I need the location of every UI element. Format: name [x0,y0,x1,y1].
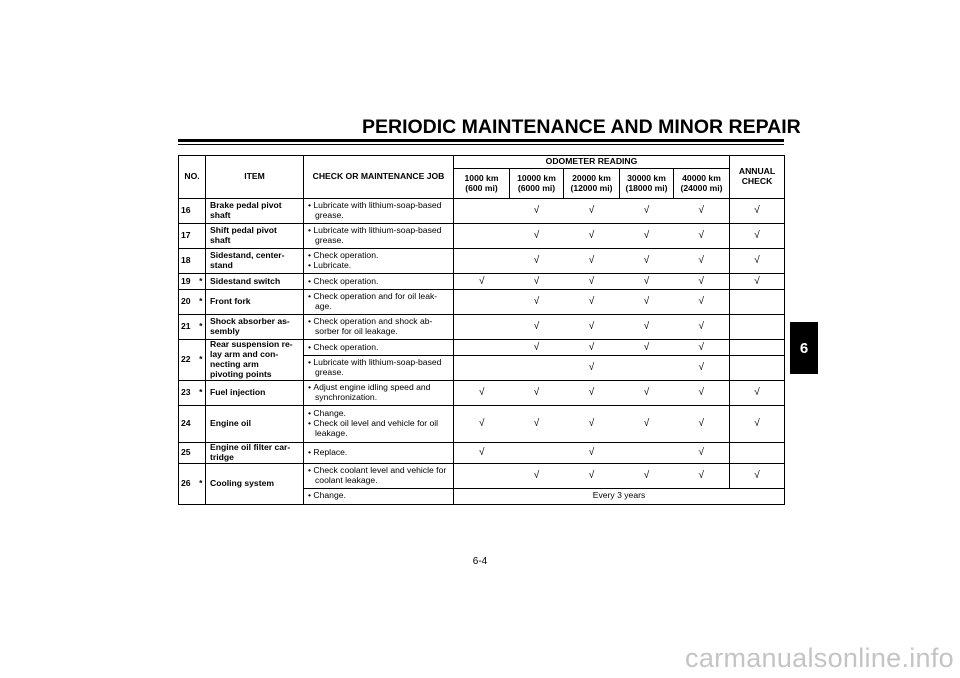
odometer-check-cell: √ [674,290,730,315]
odometer-check-cell: √ [620,290,674,315]
annual-check-cell [730,356,785,381]
annual-check-cell: √ [730,199,785,224]
odometer-check-cell: √ [564,199,620,224]
watermark: carmanualsonline.info [685,643,954,673]
odometer-km: 20000 km [572,172,611,183]
odometer-mi: (600 mi) [465,182,498,193]
row-star-mark: * [197,290,206,315]
odometer-check-cell: √ [510,381,564,406]
odometer-check-cell: √ [510,290,564,315]
job-bullet-line: • Lubricate with lithium-soap-based grease. [308,358,450,378]
header-odometer: ODOMETER READING [454,156,730,169]
header-odometer-col [620,169,674,199]
annual-check-cell: √ [730,249,785,274]
job-bullet-line: • Check operation and shock ab- sorber for oil leakage. [308,317,450,337]
odometer-check-cell: √ [510,406,564,443]
maintenance-table [178,155,785,505]
odometer-check-cell [454,340,510,356]
table-row [179,443,785,464]
job-bullet-line: • Check coolant level and vehicle for coolant leakage. [308,466,450,486]
annual-check-cell [730,290,785,315]
row-interval: Every 3 years [454,488,785,504]
row-star-mark: * [197,274,206,290]
item-line: Brake pedal pivot [210,200,282,211]
item-line: tridge [210,451,234,462]
odometer-check-cell: √ [674,463,730,488]
row-number: 23 [179,381,197,406]
odometer-check-cell: √ [620,406,674,443]
annual-check-cell [730,443,785,464]
row-star-mark: * [197,381,206,406]
page-number: 6-4 [472,556,488,567]
header-annual-line1: ANNUAL [738,166,776,177]
odometer-mi: (12000 mi) [570,182,613,193]
row-number: 22 [179,340,197,381]
row-maintenance-job [304,199,454,224]
odometer-check-cell [454,199,510,224]
odometer-km: 10000 km [517,172,556,183]
odometer-check-cell: √ [510,340,564,356]
row-item [206,224,304,249]
odometer-check-cell: √ [620,381,674,406]
item-line: Shift pedal pivot [210,225,277,236]
job-bullet-line: • Check operation. [308,343,450,353]
row-number: 18 [179,249,197,274]
annual-check-cell [730,315,785,340]
row-number: 26 [179,463,197,504]
row-item [206,340,304,381]
item-line: sembly [210,326,240,336]
header-annual-line2: CHECK [741,176,773,186]
annual-check-cell: √ [730,274,785,290]
job-bullet-line: • Change. [308,491,450,501]
row-item [206,381,304,406]
odometer-check-cell [454,249,510,274]
title-rule-thin [178,144,784,145]
odometer-check-cell: √ [564,406,620,443]
odometer-check-cell: √ [510,224,564,249]
odometer-check-cell: √ [620,315,674,340]
row-number: 16 [179,199,197,224]
table-row [179,406,785,443]
item-line: Engine oil filter car- [210,442,291,452]
row-maintenance-job [304,224,454,249]
header-odometer-col [510,169,564,199]
row-star-mark: * [197,463,206,504]
item-line: Cooling system [210,477,274,488]
table-row [179,315,785,340]
annual-check-cell: √ [730,463,785,488]
annual-check-cell [730,340,785,356]
row-number: 19 [179,274,197,290]
odometer-check-cell: √ [564,381,620,406]
item-line: Sidestand, center- [210,250,285,261]
annual-check-cell: √ [730,406,785,443]
header-odometer-col [454,169,510,199]
item-line: stand [210,260,233,270]
odometer-check-cell: √ [564,290,620,315]
row-maintenance-job [304,315,454,340]
item-line: shaft [210,235,231,245]
odometer-check-cell: √ [564,463,620,488]
odometer-check-cell: √ [564,224,620,249]
odometer-check-cell [620,356,674,381]
odometer-check-cell: √ [620,274,674,290]
job-bullet-line: • Change. [308,409,450,419]
odometer-check-cell: √ [564,249,620,274]
odometer-check-cell [454,290,510,315]
table-row [179,340,785,356]
item-line: Shock absorber as- [210,316,290,327]
item-line: Sidestand switch [210,275,281,286]
odometer-check-cell: √ [454,274,510,290]
odometer-check-cell: √ [674,381,730,406]
item-line: pivoting points [210,368,272,379]
row-maintenance-job [304,274,454,290]
row-maintenance-job [304,290,454,315]
job-bullet-line: • Check oil level and vehicle for oil leakage. [308,419,450,439]
odometer-check-cell: √ [674,274,730,290]
table-row [179,274,785,290]
odometer-check-cell: √ [620,199,674,224]
item-line: Engine oil [210,418,252,429]
row-maintenance-job [304,340,454,356]
odometer-check-cell [454,463,510,488]
odometer-check-cell: √ [454,443,510,464]
header-odometer-col [674,169,730,199]
odometer-mi: (24000 mi) [680,182,723,193]
row-number: 21 [179,315,197,340]
page-title: PERIODIC MAINTENANCE AND MINOR REPAIR [362,116,801,138]
row-star-mark: * [197,315,206,340]
table-row [179,463,785,488]
table-row [179,199,785,224]
item-line: Front fork [210,296,251,307]
row-number: 17 [179,224,197,249]
odometer-km: 1000 km [464,172,499,183]
odometer-check-cell: √ [674,315,730,340]
row-maintenance-job [304,406,454,443]
odometer-km: 30000 km [627,172,666,183]
odometer-check-cell [454,356,510,381]
header-annual-check [730,156,785,199]
job-bullet-line: • Adjust engine idling speed and synchronization. [308,383,450,403]
job-bullet-line: • Lubricate with lithium-soap-based grease. [308,201,450,221]
header-no: NO. [179,156,206,199]
row-star-mark: * [197,340,206,381]
header-job: CHECK OR MAINTENANCE JOB [304,156,454,199]
row-maintenance-job [304,463,454,488]
annual-check-cell: √ [730,381,785,406]
table-row [179,381,785,406]
odometer-check-cell: √ [510,274,564,290]
row-item [206,315,304,340]
row-item [206,406,304,443]
odometer-check-cell: √ [510,249,564,274]
odometer-check-cell [454,315,510,340]
row-star-mark [197,406,206,443]
job-bullet-line: • Check operation. [308,277,450,287]
odometer-check-cell: √ [674,340,730,356]
item-line: necting arm [210,359,259,369]
odometer-mi: (18000 mi) [625,182,668,193]
job-bullet-line: • Replace. [308,448,450,458]
row-maintenance-job [304,381,454,406]
row-star-mark [197,249,206,274]
odometer-check-cell: √ [620,249,674,274]
row-maintenance-job [304,249,454,274]
row-number: 20 [179,290,197,315]
odometer-check-cell: √ [674,224,730,249]
odometer-check-cell: √ [510,463,564,488]
odometer-check-cell: √ [564,356,620,381]
row-star-mark [197,199,206,224]
row-number: 25 [179,443,197,464]
job-bullet-line: • Lubricate. [308,261,450,271]
odometer-check-cell: √ [674,406,730,443]
row-star-mark [197,224,206,249]
odometer-check-cell: √ [620,340,674,356]
row-item [206,443,304,464]
odometer-check-cell [454,224,510,249]
odometer-check-cell [510,443,564,464]
title-rule-thick [178,139,784,142]
row-number: 24 [179,406,197,443]
annual-check-cell: √ [730,224,785,249]
odometer-check-cell: √ [674,199,730,224]
odometer-check-cell: √ [510,315,564,340]
odometer-check-cell [510,356,564,381]
row-item [206,290,304,315]
row-maintenance-job [304,356,454,381]
table-row [179,224,785,249]
odometer-check-cell: √ [510,199,564,224]
odometer-check-cell: √ [564,315,620,340]
odometer-check-cell: √ [564,443,620,464]
item-line: shaft [210,210,231,220]
odometer-check-cell: √ [620,463,674,488]
odometer-check-cell: √ [674,249,730,274]
table-row [179,290,785,315]
table-row [179,249,785,274]
odometer-mi: (6000 mi) [517,182,556,193]
item-line: Fuel injection [210,387,266,398]
row-item [206,249,304,274]
job-bullet-line: • Lubricate with lithium-soap-based grease. [308,226,450,246]
job-bullet-line: • Check operation. [308,251,450,261]
row-item [206,274,304,290]
odometer-check-cell: √ [564,274,620,290]
odometer-check-cell: √ [674,356,730,381]
row-maintenance-job [304,443,454,464]
chapter-tab[interactable]: 6 [790,322,818,374]
odometer-check-cell [620,443,674,464]
job-bullet-line: • Check operation and for oil leak- age. [308,292,450,312]
item-line: Rear suspension re- [210,339,293,350]
odometer-check-cell: √ [454,381,510,406]
odometer-km: 40000 km [682,172,721,183]
row-item [206,199,304,224]
item-line: lay arm and con- [210,349,279,360]
odometer-check-cell: √ [564,340,620,356]
header-item: ITEM [206,156,304,199]
odometer-check-cell: √ [620,224,674,249]
odometer-check-cell: √ [454,406,510,443]
row-maintenance-job [304,488,454,504]
header-odometer-col [564,169,620,199]
odometer-check-cell: √ [674,443,730,464]
row-star-mark [197,443,206,464]
row-item [206,463,304,504]
